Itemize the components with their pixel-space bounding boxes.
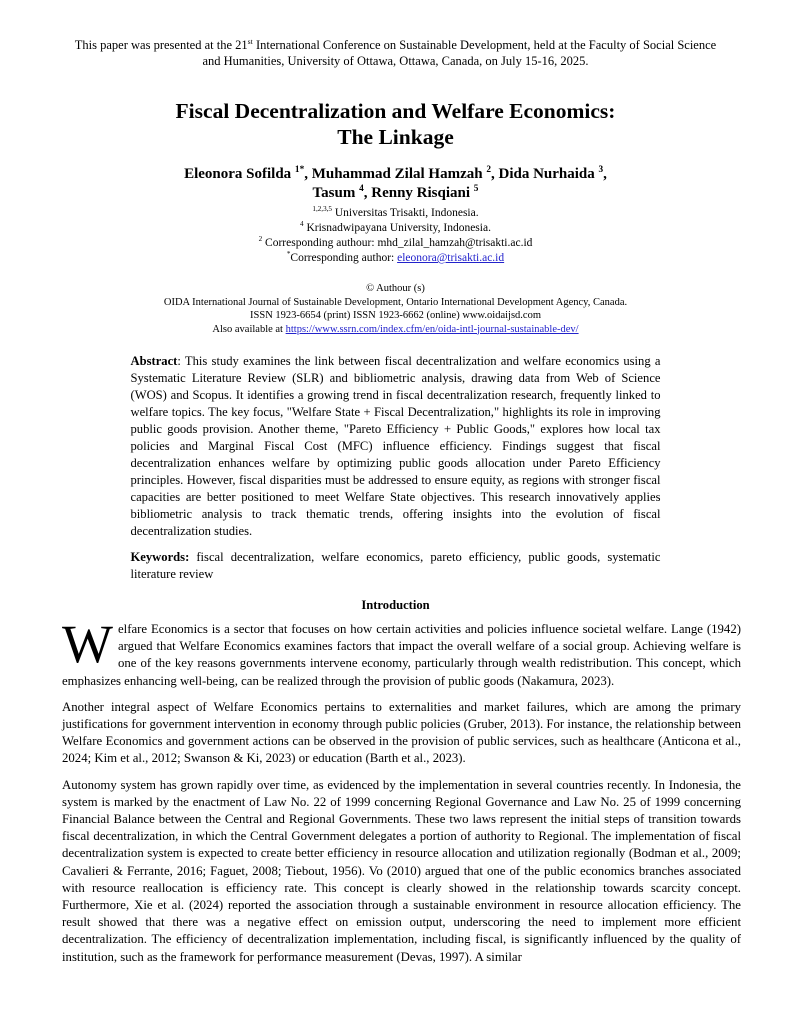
paper-title-line1: Fiscal Decentralization and Welfare Economics:: [175, 99, 616, 123]
affiliation-line: [0, 206, 791, 221]
ssrn-url-link[interactable]: https://www.ssrn.com/index.cfm/en/oida-intl-journal-sustainable-dev/: [285, 323, 579, 335]
intro-paragraph-1: [62, 614, 741, 690]
ordinal-superscript: st: [247, 36, 253, 46]
availability-text: Also available at: [212, 323, 286, 335]
author-name: Muhammad Zilal Hamzah: [311, 166, 487, 182]
corresponding-author-line: [0, 251, 791, 266]
author-superscript: 2: [486, 165, 491, 175]
paper-title: [0, 98, 791, 150]
affiliation-text: Universitas Trisakti, Indonesia.: [331, 207, 479, 219]
corresponding-email-link[interactable]: eleonora@trisakti.ac.id: [397, 252, 505, 264]
corresponding-author-text: Corresponding author:: [290, 252, 398, 264]
author-name: Tasum: [312, 185, 360, 201]
corresponding-author-text: Corresponding authour: mhd_zilal_hamzah@trisakti.ac.id: [262, 237, 533, 249]
author-superscript: 5: [473, 184, 479, 194]
paper-title-line2: The Linkage: [337, 125, 454, 149]
abstract-text: : This study examines the link between fiscal decentralization and welfare economics using a Systematic Literature Review (SLR) and bibliometric analysis, drawing data from Web of Science (WOS) and Scopus. It identifies a growing trend in fiscal decentralization research, frequently linked to welfare topics. The key focus, "Welfare State + Fiscal Decentralization," highlights its role in improving public goods provision. Another theme, "Pareto Efficiency + Public Goods," explores how local tax policies and Marginal Fiscal Cost (MFC) influence efficiency. Findings suggest that fiscal decentralization enhances welfare by optimizing public goods allocation under Pareto Efficiency principles. However, fiscal disparities must be addressed to ensure equity, as regions with stronger fiscal capacities are better positioned to meet Welfare State objectives. This research innovatively applies bibliometric analysis to track thematic trends, offering insights into the evolution of fiscal decentralization studies.: [130, 354, 661, 538]
author-name: Renny Risqiani: [371, 185, 474, 201]
affiliation-superscript: 2: [258, 235, 263, 244]
author-line-2: [0, 184, 791, 203]
affiliations: [0, 206, 791, 266]
author-superscript: 4: [359, 184, 364, 194]
conference-note-text-cont: International Conference on Sustainable Development, held at the Faculty of Social Science and Humanities, University of Ottawa, Ottawa, Canada, on July 15-16, 2025.: [202, 38, 717, 68]
author-list: [0, 165, 791, 203]
abstract-label: Abstract: [130, 354, 178, 368]
author-name: Eleonora Sofilda: [184, 166, 295, 182]
author-superscript: 3: [598, 165, 604, 175]
author-line-1: [0, 165, 791, 184]
copyright-line: © Authour (s): [366, 283, 425, 294]
abstract: [131, 353, 661, 540]
keywords: [131, 549, 661, 583]
issn-line: ISSN 1923-6654 (print) ISSN 1923-6662 (online) www.oidaijsd.com: [250, 310, 541, 321]
journal-info: [0, 282, 791, 336]
intro-paragraph-1-text: elfare Economics is a sector that focuses on how certain activities and policies influence societal welfare. Lange (1942) argued that Welfare Economics examines factors that impact the overall welfare of a social group. Achieving welfare is one of the key reasons governments intervene economy, particularly through wealth redistribution. This concept, which emphasizes enhancing well-being, can be realized through the provision of public goods (Nakamura, 2023).: [62, 622, 741, 688]
author-separator: ,: [304, 166, 312, 182]
keywords-text: fiscal decentralization, welfare economics, pareto efficiency, public goods, systematic literature review: [130, 550, 661, 581]
affiliation-line: [0, 221, 791, 236]
author-separator: ,: [363, 185, 372, 201]
section-heading-introduction: Introduction: [361, 598, 430, 612]
affiliation-text: Krisnadwipayana University, Indonesia.: [303, 222, 491, 234]
introduction-body: [62, 614, 741, 966]
corresponding-author-line: [0, 236, 791, 251]
keywords-label: Keywords:: [130, 550, 190, 564]
availability-line: [0, 323, 791, 337]
dropcap-letter: W: [62, 614, 113, 674]
affiliation-superscript: 4: [300, 220, 304, 229]
author-separator: ,: [603, 166, 607, 182]
author-separator: ,: [490, 166, 499, 182]
author-name: Dida Nurhaida: [498, 166, 599, 182]
author-superscript: 1*: [294, 165, 305, 175]
conference-note: [68, 37, 724, 69]
affiliation-superscript: *: [286, 250, 291, 259]
journal-name-line: OIDA International Journal of Sustainable Development, Ontario International Development Agency, Canada.: [163, 296, 628, 308]
intro-paragraph-2: Another integral aspect of Welfare Economics pertains to externalities and market failures, which are among the primary justifications for government intervention in economy through public policies (Gruber, 2013). For instance, the relationship between Welfare Economics and government actions can be observed in the provision of public services, such as healthcare (Anticona et al., 2024; Kim et al., 2012; Swanson & Ki, 2023) or education (Barth et al., 2023).: [62, 699, 741, 766]
intro-paragraph-3: Autonomy system has grown rapidly over time, as evidenced by the implementation in several countries recently. In Indonesia, the system is marked by the enactment of Law No. 22 of 1999 concerning Regional Governance and Law No. 25 of 1999 concerning Financial Balance between the Central and Regional Governments. These two laws represent the initial steps of transition towards fiscal decentralization, in which the Central Government delegates a portion of authority to Regional. The implementation of fiscal decentralization system is expected to create better efficiency in resource allocation and utilization regionally (Bodman et al., 2009; Cavalieri & Ferrante, 2016; Faguet, 2008; Tiebout, 1956). Vo (2010) argued that one of the public economics branches associated with resource reallocation is efficiency rate. This concept is clearly showed in the relationship towards scarcity concept. Furthermore, Xie et al. (2024) reported the association through a sustainable environment in resource allocation efficiency. The result showed that there was a negative effect on emission output, underscoring the need to implement more efficient decentralization. The efficiency of decentralization implementation, including fiscal, is significantly influenced by the quality of institution, such as the framework for performance measurement (Devas, 1997). A similar: [62, 777, 741, 964]
conference-note-text: This paper was presented at the 21: [74, 38, 248, 52]
affiliation-superscript: 1,2,3,5: [312, 205, 332, 214]
